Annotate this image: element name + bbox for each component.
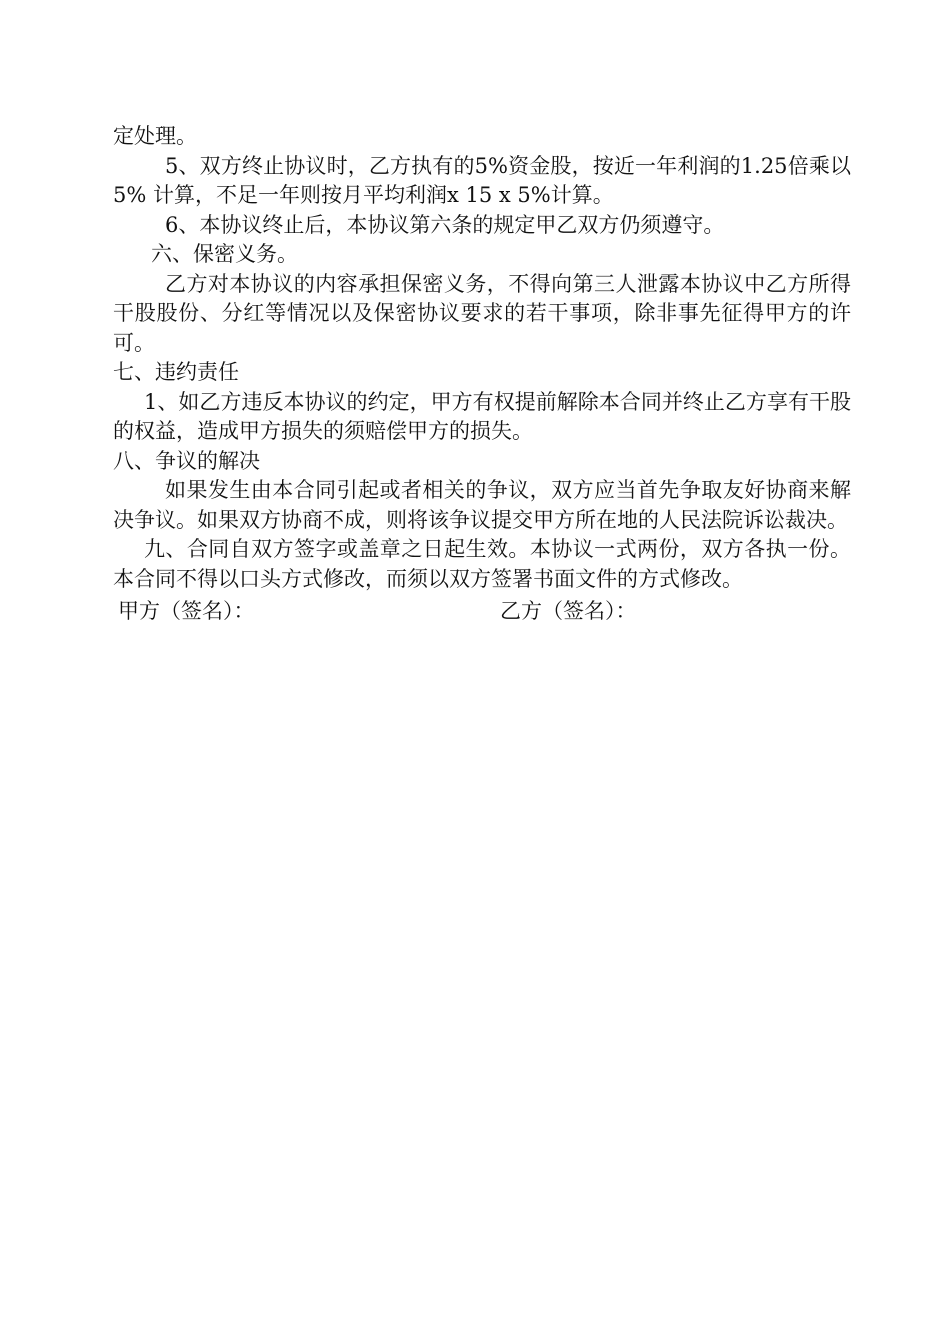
paragraph-continuation: 定处理。 (113, 124, 197, 148)
signature-row (118, 597, 818, 627)
clause-5-termination-share: 5、双方终止协议时，乙方执有的5%资金股，按近一年利润的1.25倍乘以5% 计算，不足一年则按月平均利润x 15 x 5%计算。 (113, 153, 851, 207)
dispute-paragraph: 如果发生由本合同引起或者相关的争议，双方应当首先争取友好协商来解决争议。如果双方协商不成，则将该争议提交甲方所在地的人民法院诉讼裁决。 (113, 478, 851, 532)
clause-6-post-termination: 6、本协议终止后，本协议第六条的规定甲乙双方仍须遵守。 (165, 212, 725, 237)
clause-9-effectiveness: 九、合同自双方签字或盖章之日起生效。本协议一式两份，双方各执一份。本合同不得以口头方式修改，而须以双方签署书面文件的方式修改。 (113, 537, 851, 591)
confidentiality-paragraph: 乙方对本协议的内容承担保密义务，不得向第三人泄露本协议中乙方所得干股股份、分红等情况以及保密协议要求的若干事项，除非事先征得甲方的许可。 (113, 271, 851, 355)
section-heading-dispute: 八、争议的解决 (113, 448, 260, 473)
section-heading-breach: 七、违约责任 (113, 360, 239, 384)
document-body (113, 122, 851, 594)
party-a-signature-label: 甲方（签名）： (118, 599, 255, 623)
breach-clause-1: 1、如乙方违反本协议的约定，甲方有权提前解除本合同并终止乙方享有干股的权益，造成甲方损失的须赔偿甲方的损失。 (113, 389, 851, 443)
party-b-signature-label: 乙方（签名）： (500, 599, 637, 623)
section-heading-confidentiality: 六、保密义务。 (151, 242, 298, 266)
